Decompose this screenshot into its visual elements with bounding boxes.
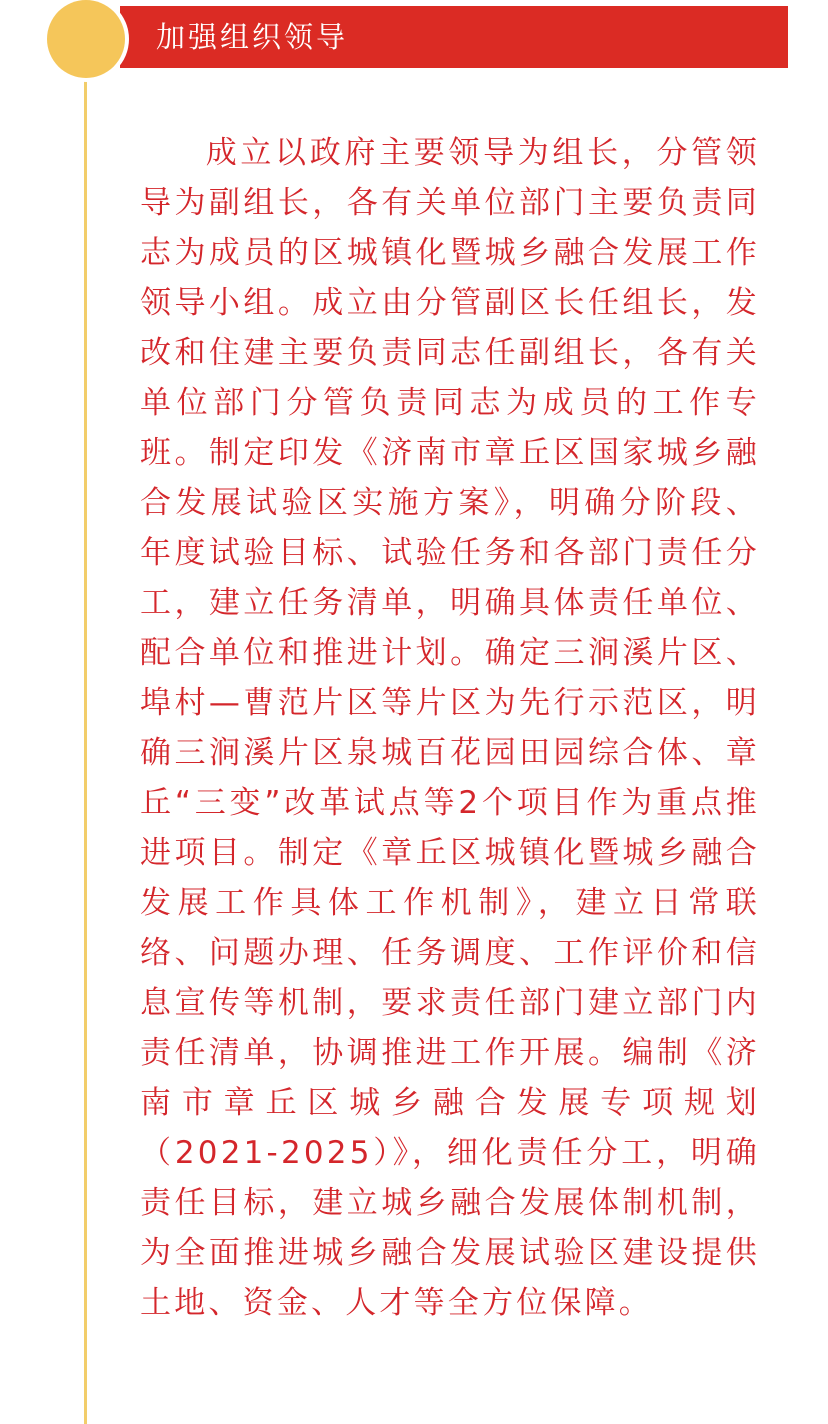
section-bullet-dot (47, 0, 125, 78)
timeline-line (84, 78, 87, 1424)
section-title: 加强组织领导 (156, 20, 349, 54)
body-paragraph: 成立以政府主要领导为组长，分管领导为副组长，各有关单位部门主要负责同志为成员的区城镇化暨城乡融合发展工作领导小组。成立由分管副区长任组长，发改和住建主要负责同志任副组长，各有关单位部门分管负责同志为成员的工作专班。制定印发《济南市章丘区国家城乡融合发展试验区实施方案》，明确分阶段、年度试验目标、试验任务和各部门责任分工，建立任务清单，明确具体责任单位、配合单位和推进计划。确定三涧溪片区、埠村—曹范片区等片区为先行示范区，明确三涧溪片区泉城百花园田园综合体、章丘“三变”改革试点等2个项目作为重点推进项目。制定《章丘区城镇化暨城乡融合发展工作具体工作机制》，建立日常联络、问题办理、任务调度、工作评价和信息宣传等机制，要求责任部门建立部门内责任清单，协调推进工作开展。编制《济南市章丘区城乡融合发展专项规划（2021-2025）》，细化责任分工，明确责任目标，建立城乡融合发展体制机制，为全面推进城乡融合发展试验区建设提供土地、资金、人才等全方位保障。 (140, 135, 760, 1321)
section-header (120, 6, 788, 68)
